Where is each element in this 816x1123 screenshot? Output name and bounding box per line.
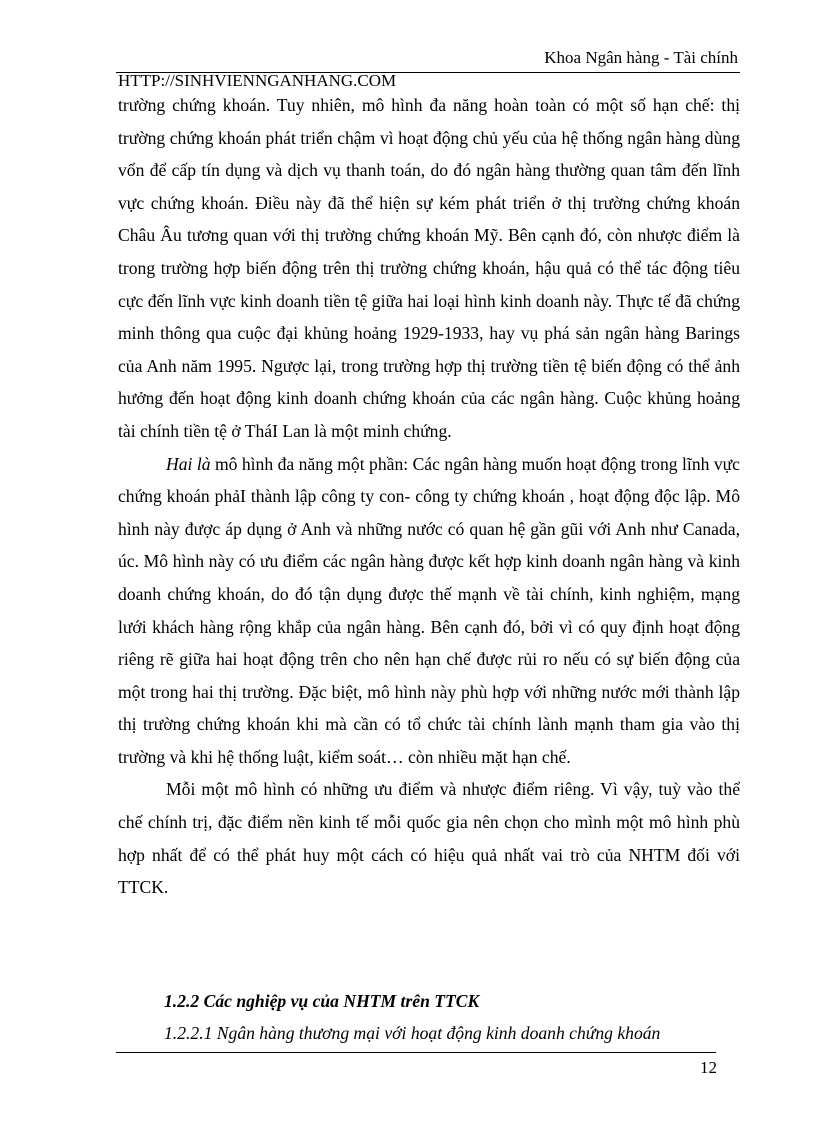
paragraph-2 <box>118 448 740 774</box>
paragraph-1: trường chứng khoán. Tuy nhiên, mô hình đa năng hoàn toàn có một số hạn chế: thị trường chứng khoán phát triển chậm vì hoạt động chủ yếu của hệ thống ngân hàng dùng vốn để cấp tín dụng và dịch vụ thanh toán, do đó ngân hàng thường quan tâm đến lĩnh vực chứng khoán. Điều này đã thể hiện sự kém phát triển ở thị trường chứng khoán Châu Âu tương quan với thị trường chứng khoán Mỹ. Bên cạnh đó, còn nhược điểm là trong trường hợp biến động trên thị trường chứng khoán, hậu quả có thể tác động tiêu cực đến lĩnh vực kinh doanh tiền tệ giữa hai loại hình kinh doanh này. Thực tế đã chứng minh thông qua cuộc đại khủng hoảng 1929-1933, hay vụ phá sản ngân hàng Barings của Anh năm 1995. Ngược lại, trong trường hợp thị trường tiền tệ biến động có thể ảnh hưởng đến hoạt động kinh doanh chứng khoán của các ngân hàng. Cuộc khủng hoảng tài chính tiền tệ ở TháI Lan là một minh chứng. <box>118 95 740 441</box>
paragraph-2-lead: Hai là <box>166 453 211 474</box>
subsection-heading: 1.2.2.1 Ngân hàng thương mại với hoạt động kinh doanh chứng khoán <box>164 1023 661 1043</box>
paragraph-2-text: mô hình đa năng một phần: Các ngân hàng muốn hoạt động trong lĩnh vực chứng khoán phảI thành lập công ty con- công ty chứng khoán , hoạt động độc lập. Mô hình này được áp dụng ở Anh và những nước có quan hệ gần gũi với Anh như Canada, úc. Mô hình này có ưu điểm các ngân hàng được kết hợp kinh doanh ngân hàng và kinh doanh chứng khoán, do đó tận dụng được thế mạnh về tài chính, kinh nghiệm, mạng lưới khách hàng rộng khắp của ngân hàng. Bên cạnh đó, bởi vì có quy định hoạt động riêng rẽ giữa hai hoạt động trên cho nên hạn chế được rủi ro nếu có sự biến động của một trong hai thị trường. Đặc biệt, mô hình này phù hợp với những nước mới thành lập thị trường chứng khoán khi mà cần có tổ chức tài chính lành mạnh tham gia vào thị trường và khi hệ thống luật, kiểm soát… còn nhiều mặt hạn chế. <box>118 453 740 767</box>
page-number: 12 <box>700 1058 717 1077</box>
section-heading: 1.2.2 Các nghiệp vụ của NHTM trên TTCK <box>164 991 480 1011</box>
paragraph-3: Mỗi một mô hình có những ưu điểm và nhược điểm riêng. Vì vậy, tuỳ vào thể chế chính trị, đặc điểm nền kinh tế mỗi quốc gia nên chọn cho mình một mô hình phù hợp nhất để có thể phát huy một cách có hiệu quả nhất vai trò của NHTM đối với TTCK. <box>118 779 740 898</box>
body-text <box>118 89 740 904</box>
site-url: HTTP://SINHVIENNGANHANG.COM <box>118 71 397 90</box>
footer-rule <box>116 1052 716 1053</box>
header-title: Khoa Ngân hàng - Tài chính <box>544 48 738 67</box>
